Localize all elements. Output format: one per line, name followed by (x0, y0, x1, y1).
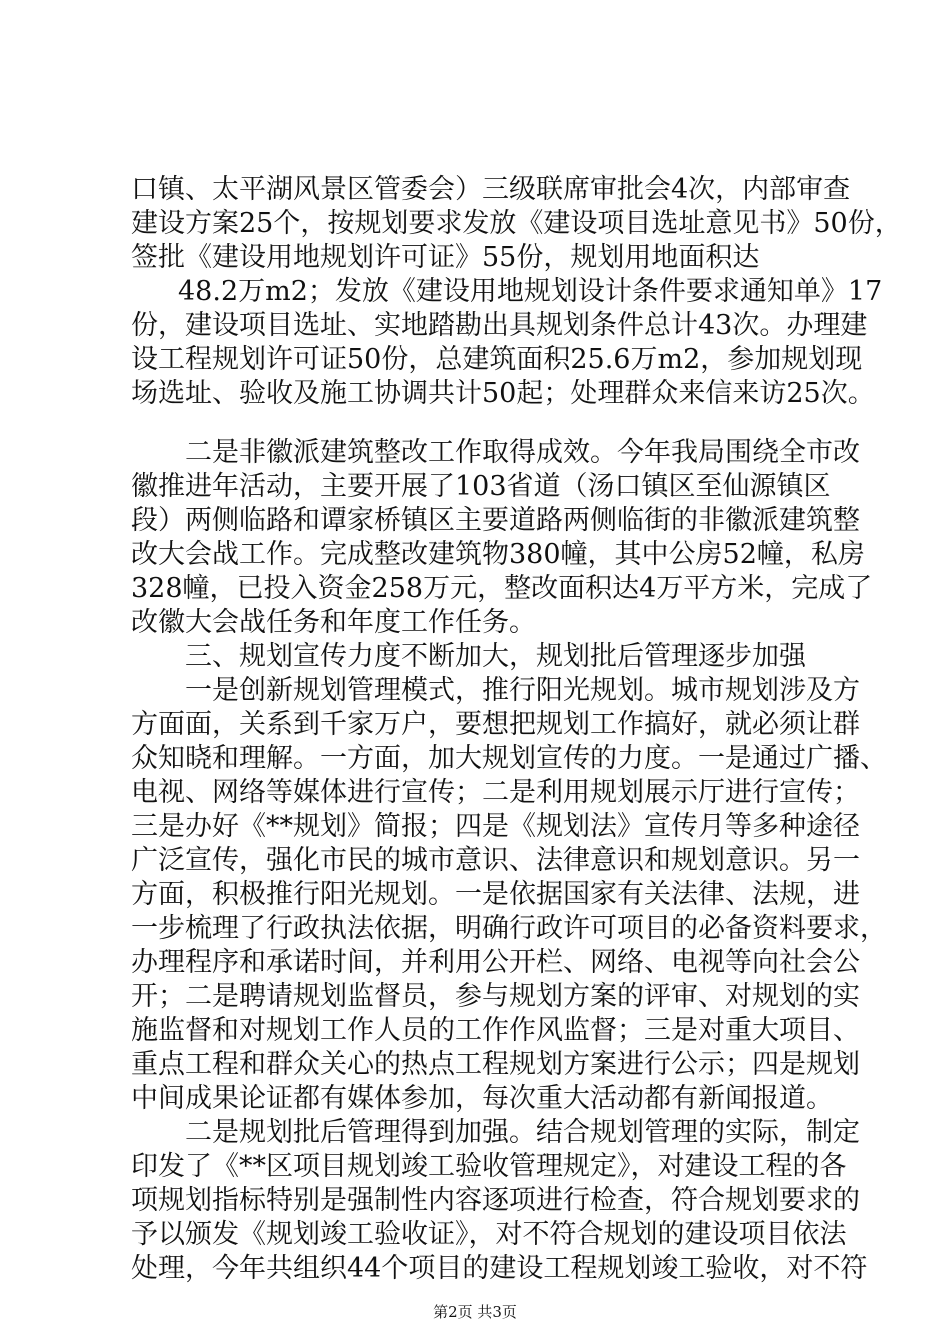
text-line: 口镇、太平湖风景区管委会）三级联席审批会4次，内部审查 (131, 174, 851, 205)
text-line: 方面，积极推行阳光规划。一是依据国家有关法律、法规，进 (131, 879, 860, 910)
page-number-footer: 第2页 共3页 (433, 1303, 517, 1321)
text-line: 众知晓和理解。一方面，加大规划宣传的力度。一是通过广播、 (131, 743, 887, 774)
text-line: 场选址、验收及施工协调共计50起；处理群众来信来访25次。 (131, 378, 875, 409)
text-line: 签批《建设用地规划许可证》55份，规划用地面积达 (131, 242, 760, 273)
text-line: 徽推进年活动，主要开展了103省道（汤口镇区至仙源镇区 (131, 471, 831, 502)
text-line: 328幢，已投入资金258万元，整改面积达4万平方米，完成了 (131, 573, 873, 604)
text-line: 设工程规划许可证50份，总建筑面积25.6万m2，参加规划现 (131, 344, 863, 375)
text-line: 一步梳理了行政执法依据，明确行政许可项目的必备资料要求， (131, 913, 887, 944)
text-line: 中间成果论证都有媒体参加，每次重大活动都有新闻报道。 (131, 1083, 833, 1114)
text-line: 广泛宣传，强化市民的城市意识、法律意识和规划意识。另一 (131, 845, 860, 876)
text-line: 改徽大会战任务和年度工作任务。 (131, 607, 536, 638)
text-line: 电视、网络等媒体进行宣传；二是利用规划展示厅进行宣传； (131, 777, 860, 808)
text-line: 印发了《**区项目规划竣工验收管理规定》，对建设工程的各 (131, 1151, 847, 1182)
text-line: 建设方案25个，按规划要求发放《建设项目选址意见书》50份， (131, 208, 902, 239)
text-line: 份，建设项目选址、实地踏勘出具规划条件总计43次。办理建 (131, 310, 868, 341)
text-line: 段）两侧临路和谭家桥镇区主要道路两侧临街的非徽派建筑整 (131, 505, 860, 536)
text-line: 项规划指标特别是强制性内容逐项进行检查，符合规划要求的 (131, 1185, 860, 1216)
text-line: 予以颁发《规划竣工验收证》，对不符合规划的建设项目依法 (131, 1219, 847, 1250)
section-heading: 三、规划宣传力度不断加大，规划批后管理逐步加强 (185, 641, 806, 672)
text-line: 办理程序和承诺时间，并利用公开栏、网络、电视等向社会公 (131, 947, 860, 978)
text-line: 处理，今年共组织44个项目的建设工程规划竣工验收，对不符 (131, 1253, 868, 1284)
text-line: 二是非徽派建筑整改工作取得成效。今年我局围绕全市改 (185, 437, 860, 468)
text-line: 一是创新规划管理模式，推行阳光规划。城市规划涉及方 (185, 675, 860, 706)
text-line: 改大会战工作。完成整改建筑物380幢，其中公房52幢，私房 (131, 539, 865, 570)
text-line: 开；二是聘请规划监督员，参与规划方案的评审、对规划的实 (131, 981, 860, 1012)
text-line: 重点工程和群众关心的热点工程规划方案进行公示；四是规划 (131, 1049, 860, 1080)
text-line: 48.2万m2；发放《建设用地规划设计条件要求通知单》17 (178, 276, 883, 307)
text-line: 施监督和对规划工作人员的工作作风监督；三是对重大项目、 (131, 1015, 860, 1046)
text-line: 二是规划批后管理得到加强。结合规划管理的实际，制定 (185, 1117, 860, 1148)
text-line: 方面面，关系到千家万户，要想把规划工作搞好，就必须让群 (131, 709, 860, 740)
text-line: 三是办好《**规划》简报；四是《规划法》宣传月等多种途径 (131, 811, 860, 842)
